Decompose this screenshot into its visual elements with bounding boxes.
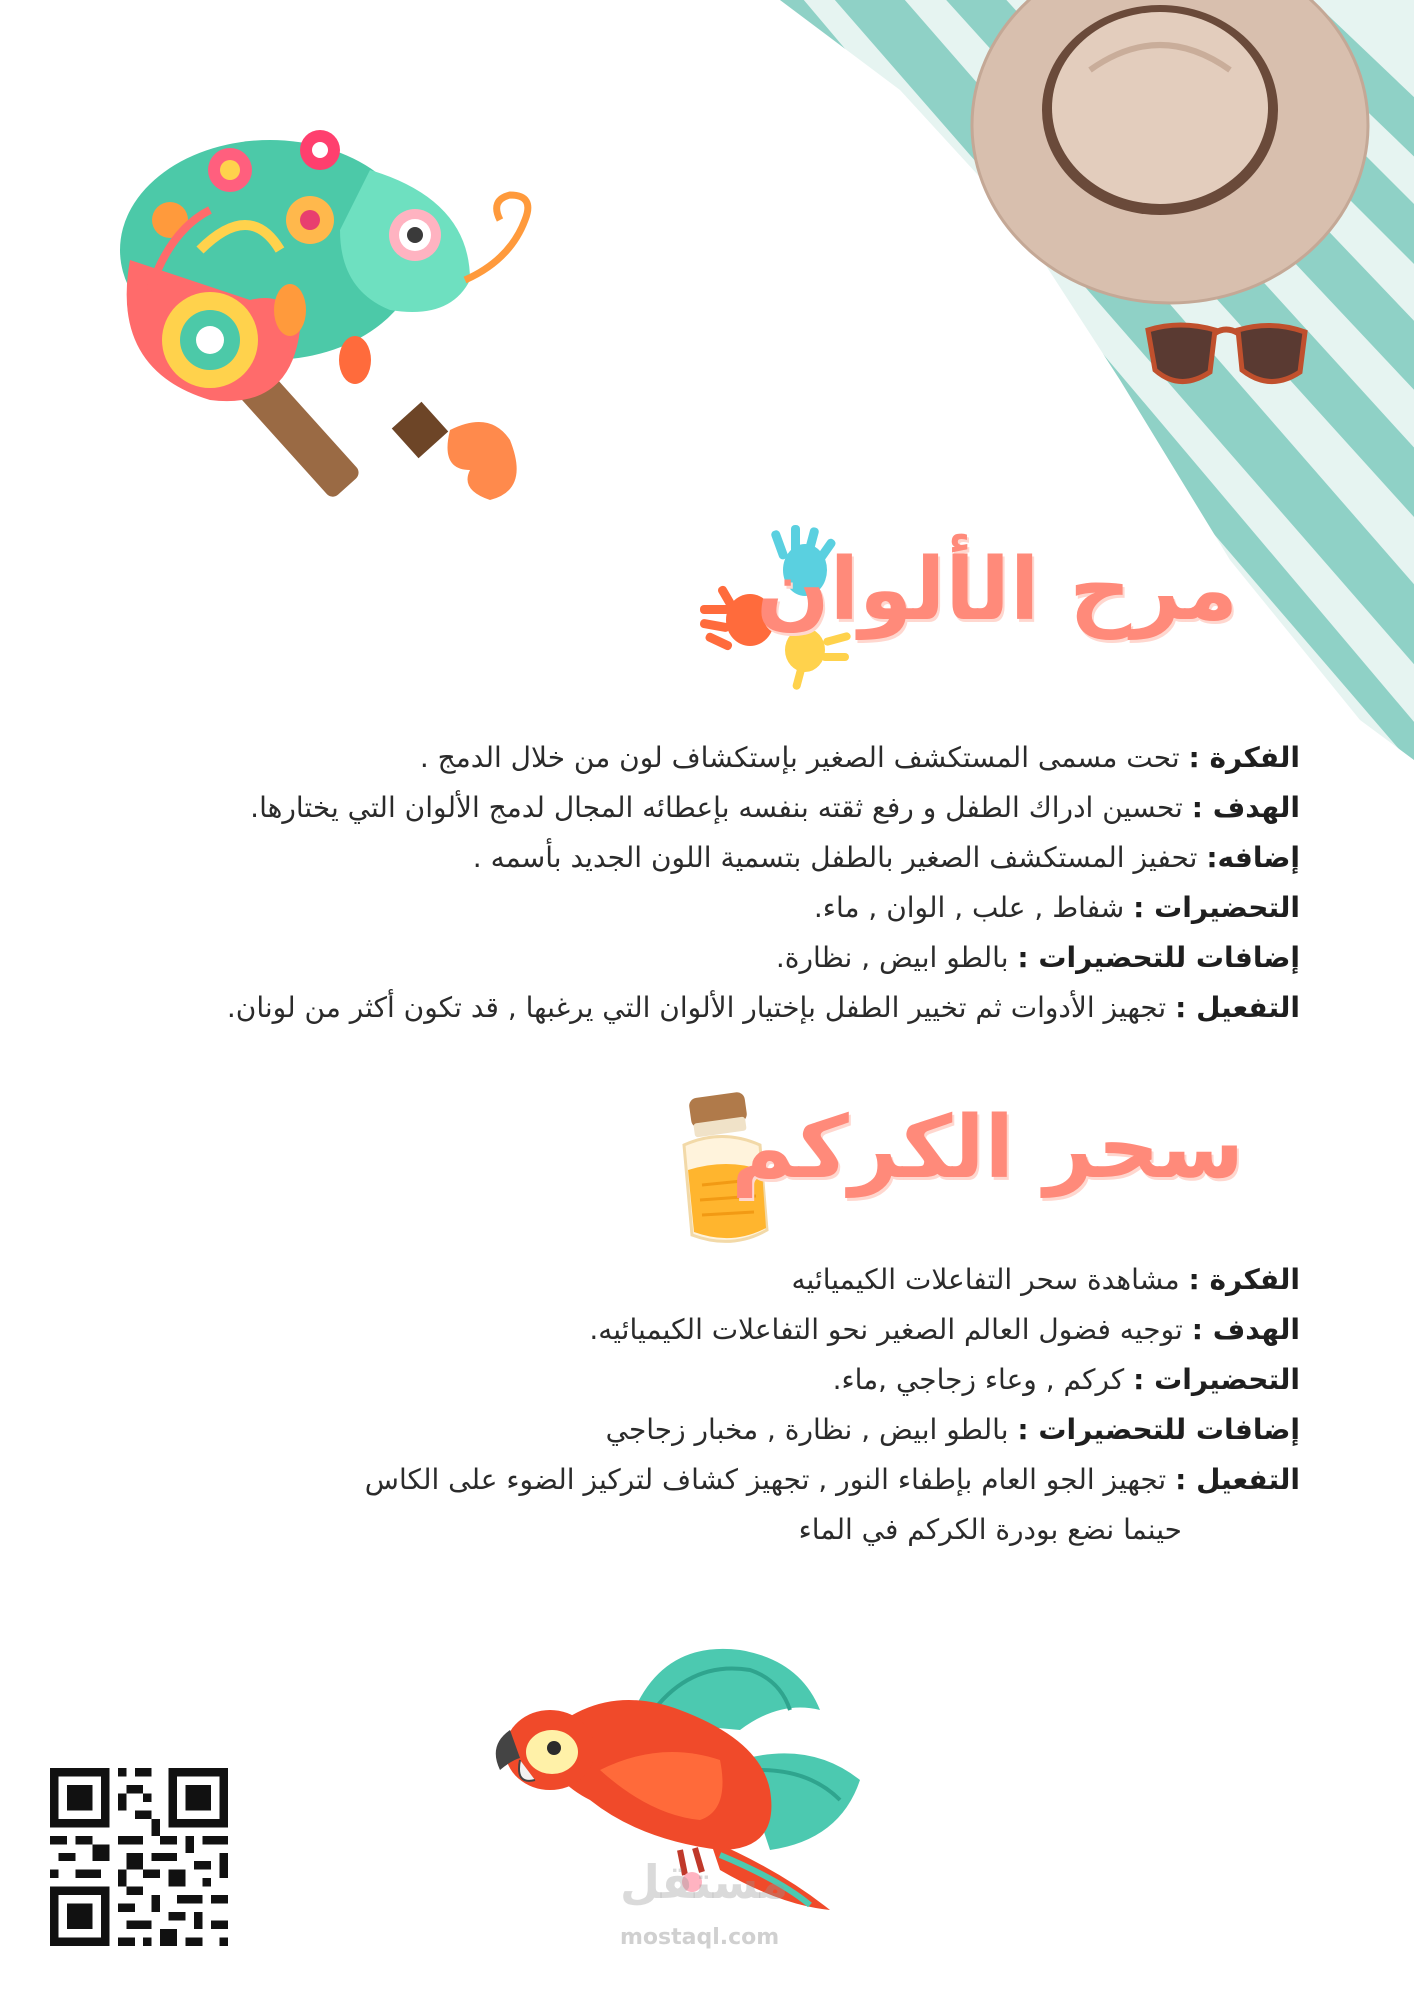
list-item [60, 1355, 1300, 1405]
preparations-label: التحضيرات : [1133, 1363, 1300, 1396]
section2-title: سحر الكركم [731, 1098, 1244, 1198]
activation-text: تجهيز الجو العام بإطفاء النور , تجهيز كشاف لتركيز الضوء على الكاس [364, 1463, 1167, 1496]
list-item [60, 883, 1300, 933]
chameleon-illustration [90, 110, 570, 510]
addition-text: تحفيز المستكشف الصغير بالطفل بتسمية اللون الجديد بأسمه . [472, 841, 1198, 874]
activation-label: التفعيل : [1175, 991, 1300, 1024]
preparations-label: التحضيرات : [1133, 891, 1300, 924]
list-item [60, 733, 1300, 783]
watermark-logo: مستقل [620, 1855, 789, 1909]
addition-label: إضافه: [1206, 841, 1300, 874]
preparations-text: كركم , وعاء زجاجي ,ماء. [832, 1363, 1125, 1396]
section1-title: مرح الألوان [756, 540, 1238, 640]
activation-text: تجهيز الأدوات ثم تخيير الطفل بإختيار الألوان التي يرغبها , قد تكون أكثر من لونان. [226, 991, 1167, 1024]
list-item [60, 1455, 1300, 1505]
extra-preparations-text: بالطو ابيض , نظارة , مخبار زجاجي [605, 1413, 1009, 1446]
list-item [60, 833, 1300, 883]
goal-label: الهدف : [1191, 791, 1300, 824]
section1-text-block [60, 733, 1300, 1033]
list-item [60, 1305, 1300, 1355]
extra-preparations-text: بالطو ابيض , نظارة. [775, 941, 1009, 974]
list-item [60, 1255, 1300, 1305]
section2-text-block [60, 1255, 1300, 1555]
activation-label: التفعيل : [1175, 1463, 1300, 1496]
idea-label: الفكرة : [1188, 1263, 1300, 1296]
beach-towel-decoration [760, 0, 1414, 760]
idea-text: مشاهدة سحر التفاعلات الكيميائيه [791, 1263, 1180, 1296]
list-item [60, 983, 1300, 1033]
extra-preparations-label: إضافات للتحضيرات : [1017, 1413, 1300, 1446]
qr-code [50, 1768, 228, 1946]
preparations-text: شفاط , علب , الوان , ماء. [813, 891, 1125, 924]
idea-label: الفكرة : [1188, 741, 1300, 774]
activation-continuation: حينما نضع بودرة الكركم في الماء [798, 1513, 1182, 1546]
list-item [60, 1405, 1300, 1455]
list-item [60, 783, 1300, 833]
goal-text: توجيه فضول العالم الصغير نحو التفاعلات الكيميائيه. [589, 1313, 1183, 1346]
idea-text: تحت مسمى المستكشف الصغير بإستكشاف لون من خلال الدمج . [419, 741, 1180, 774]
goal-label: الهدف : [1191, 1313, 1300, 1346]
watermark-url: mostaql.com [620, 1925, 780, 1950]
list-item [60, 933, 1300, 983]
extra-preparations-label: إضافات للتحضيرات : [1017, 941, 1300, 974]
goal-text: تحسين ادراك الطفل و رفع ثقته بنفسه بإعطائه المجال لدمج الألوان التي يختارها. [250, 791, 1183, 824]
